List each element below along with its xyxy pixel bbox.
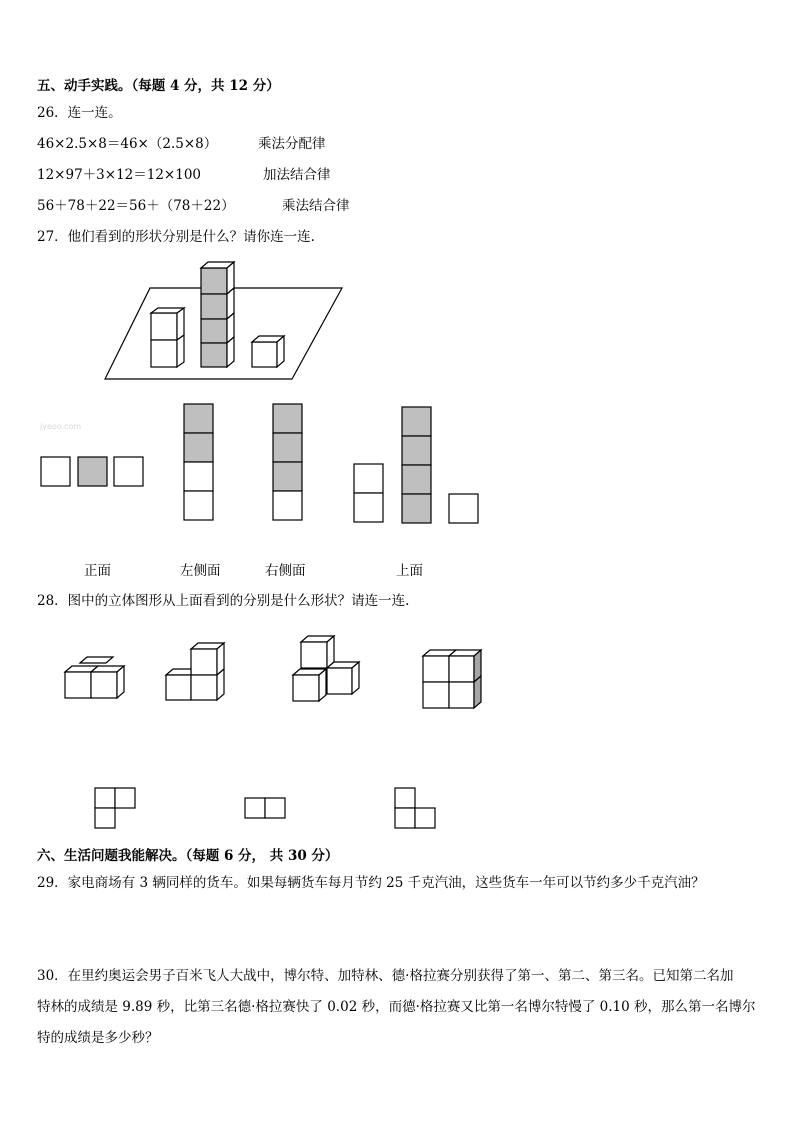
q30-line-2: 特林的成绩是 9.89 秒，比第三名德·格拉赛快了 0.02 秒，而德·格拉赛又比第一名博尔特慢了 0.10 秒，那么第一名博尔 bbox=[37, 999, 756, 1015]
solid-1 bbox=[65, 657, 124, 698]
q26-left-2[interactable]: 12×97＋3×12＝12×100 bbox=[37, 167, 202, 183]
view-option-right bbox=[273, 404, 302, 520]
q26-right-3[interactable]: 乘法结合律 bbox=[282, 198, 350, 214]
q26-right-2[interactable]: 加法结合律 bbox=[263, 167, 331, 183]
cube-stack-two bbox=[151, 308, 184, 367]
q28-solids bbox=[60, 630, 490, 720]
view-option-front bbox=[41, 457, 143, 486]
solid-2 bbox=[166, 643, 224, 700]
q29-text: 29．家电商场有 3 辆同样的货车。如果每辆货车每月节约 25 千克汽油，这些货车一年可以节约多少千克汽油？ bbox=[37, 875, 705, 891]
q26-left-1[interactable]: 46×2.5×8＝46×（2.5×8） bbox=[37, 136, 218, 152]
q30-line-3: 特的成绩是多少秒？ bbox=[37, 1030, 159, 1046]
q27-view-options bbox=[38, 402, 483, 527]
section5-title: 五、动手实践。（每题 4 分，共 12 分） bbox=[37, 78, 280, 94]
cube-single bbox=[252, 336, 284, 367]
view-option-left bbox=[184, 404, 213, 520]
q28-top-views bbox=[92, 785, 442, 830]
top-view-option-2 bbox=[245, 798, 285, 818]
watermark: jyeoo.com bbox=[40, 422, 82, 431]
view-label-top[interactable]: 上面 bbox=[396, 563, 423, 579]
view-option-top bbox=[354, 407, 478, 523]
q26-left-3[interactable]: 56＋78＋22＝56＋（78＋22） bbox=[37, 198, 235, 214]
q26-prompt: 26．连一连。 bbox=[37, 105, 122, 121]
top-view-option-3 bbox=[395, 788, 435, 828]
q26-right-1[interactable]: 乘法分配律 bbox=[258, 136, 326, 152]
solid-4 bbox=[423, 650, 481, 708]
cube-stack-four bbox=[201, 262, 234, 367]
view-label-right[interactable]: 右侧面 bbox=[265, 563, 306, 579]
q27-cube-scene bbox=[100, 255, 350, 385]
solid-3 bbox=[293, 636, 359, 701]
q27-prompt: 27．他们看到的形状分别是什么？请你连一连. bbox=[37, 229, 315, 245]
section6-title: 六、生活问题我能解决。（每题 6 分， 共 30 分） bbox=[37, 848, 339, 864]
top-view-option-1 bbox=[95, 788, 135, 828]
view-label-front[interactable]: 正面 bbox=[84, 563, 111, 579]
view-label-left[interactable]: 左侧面 bbox=[180, 563, 221, 579]
q30-line-1: 30．在里约奥运会男子百米飞人大战中，博尔特、加特林、德·格拉赛分别获得了第一、第二、第三名。已知第二名加 bbox=[37, 968, 734, 984]
q28-prompt: 28．图中的立体图形从上面看到的分别是什么形状？请连一连. bbox=[37, 593, 410, 609]
